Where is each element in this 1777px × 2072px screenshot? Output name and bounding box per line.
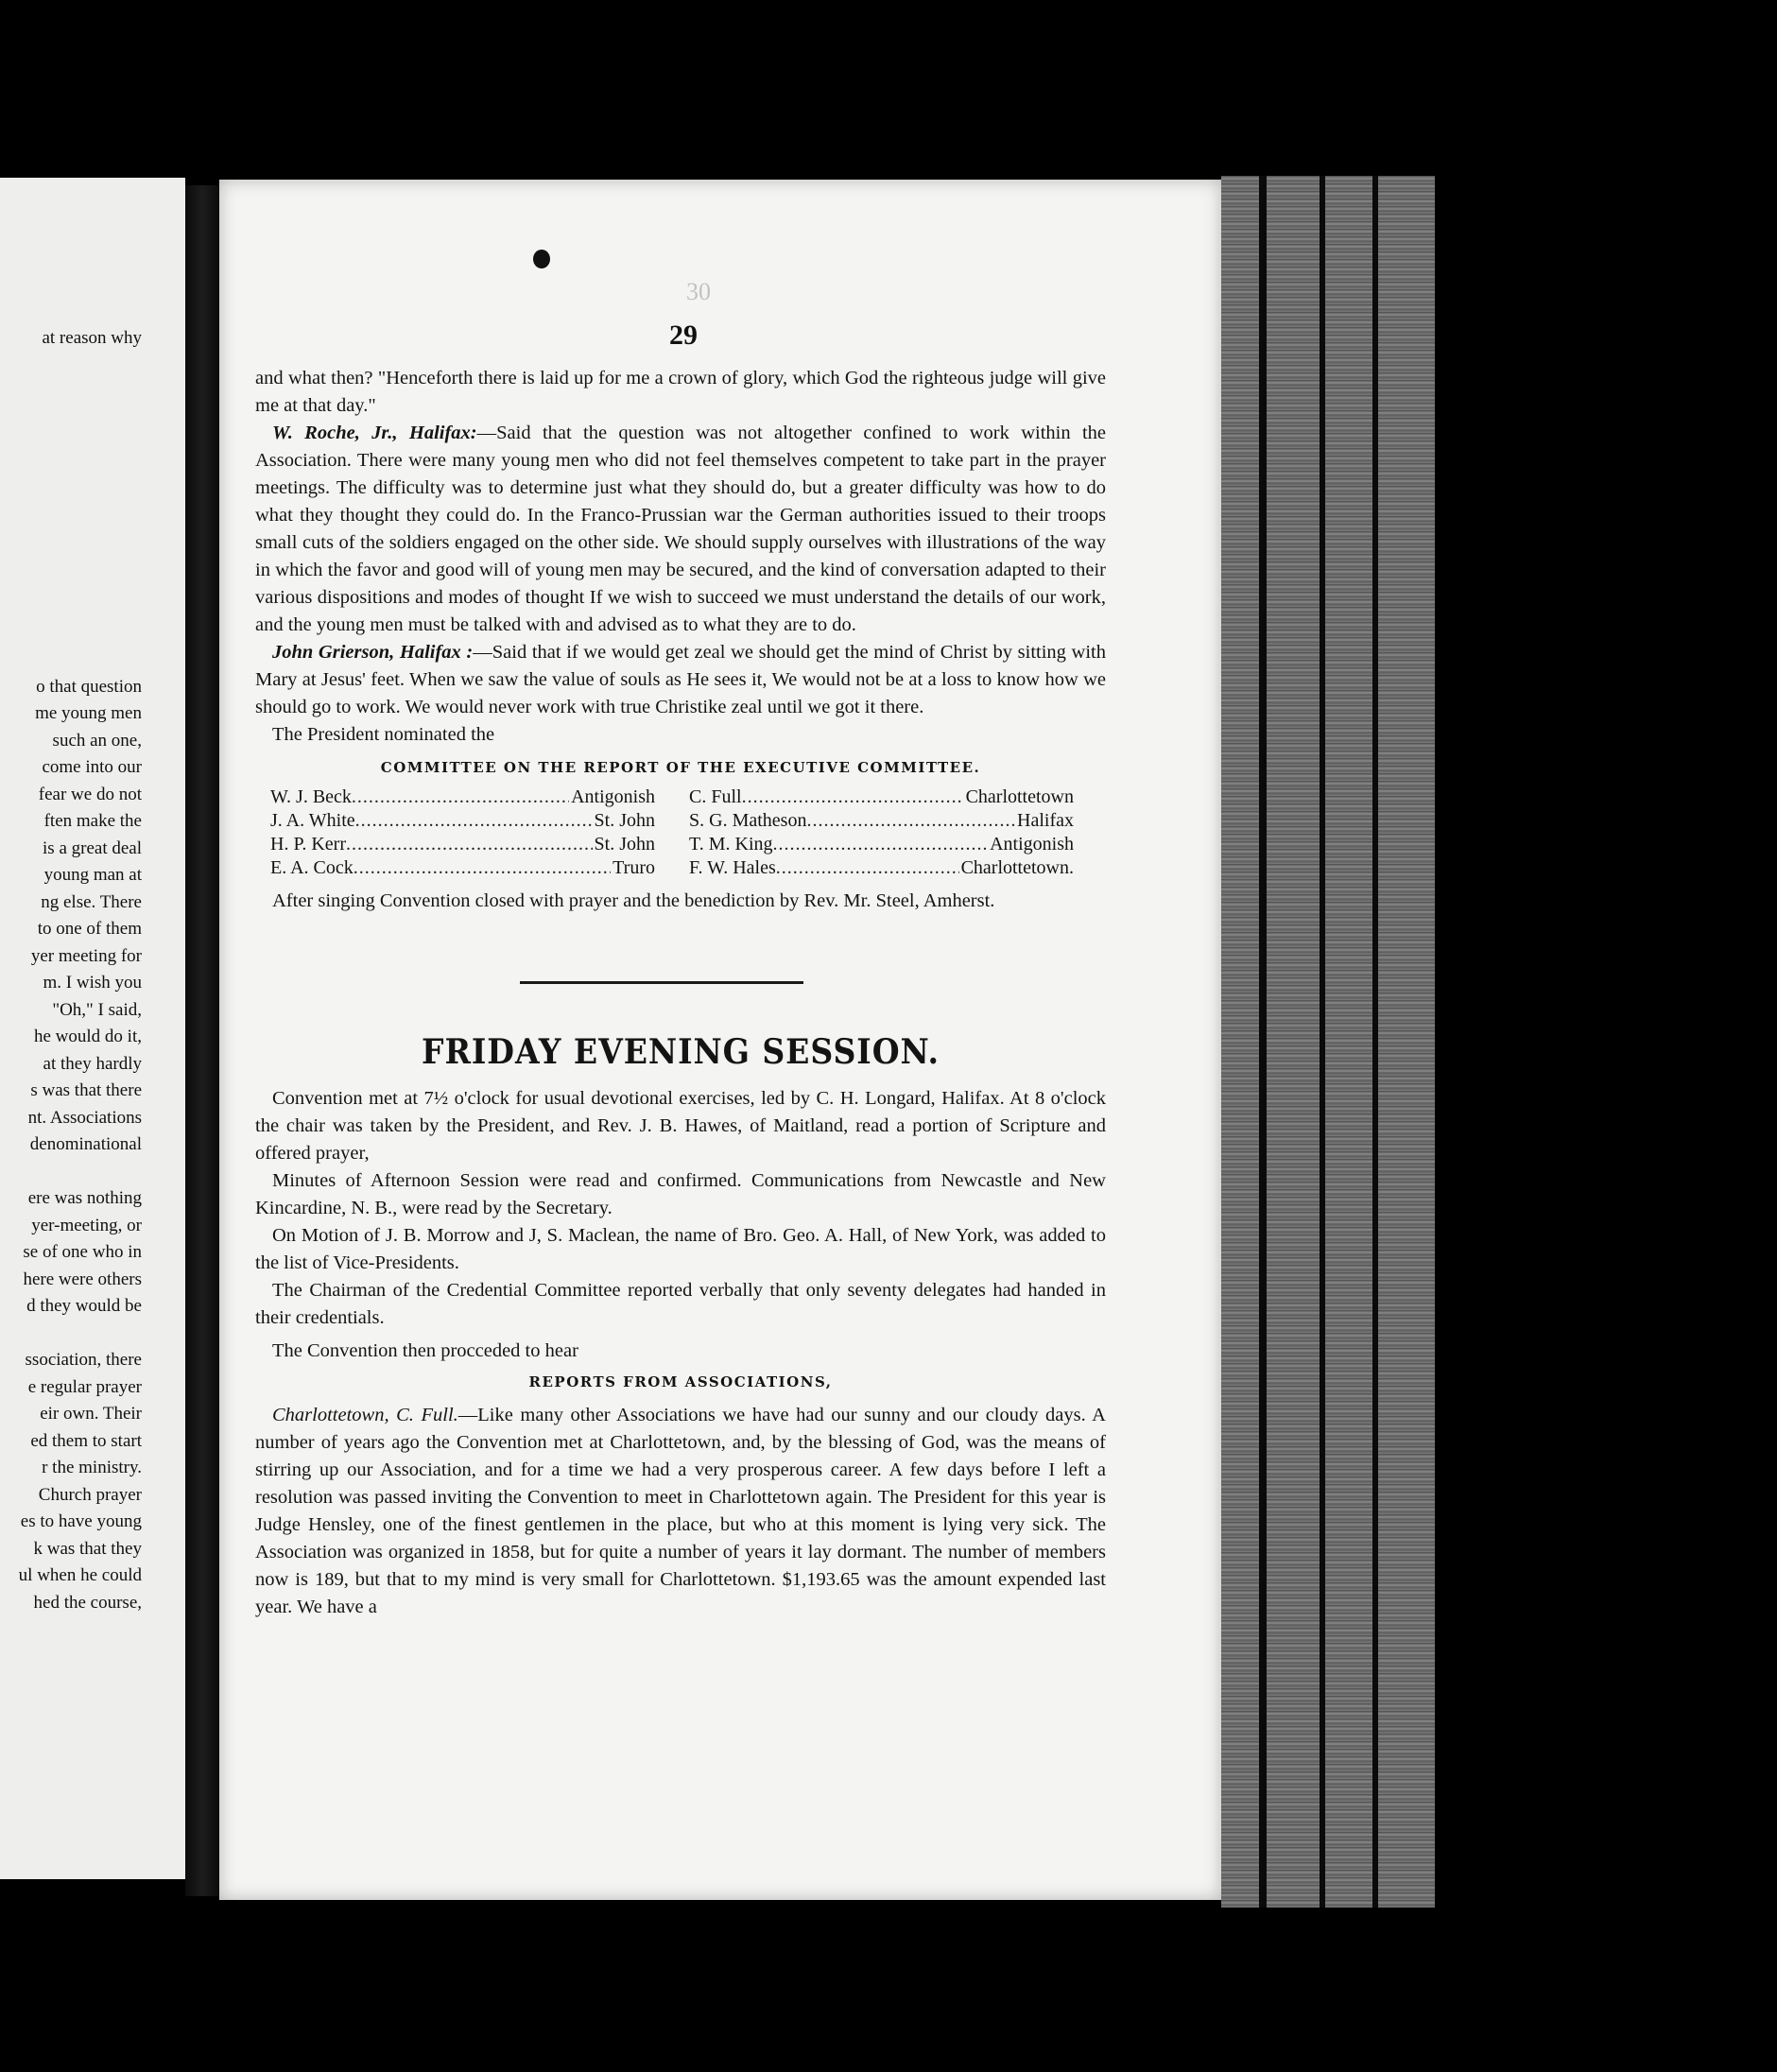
committee-member [270,833,655,856]
member-place: Antigonish [990,834,1074,855]
left-page-line: he would do it, [34,1027,142,1046]
left-page-line: fear we do not [38,784,142,804]
leader-dots [352,786,569,809]
committee-member [270,809,655,833]
book-page-edges [1221,176,1435,1908]
speaker-roche: W. Roche, Jr., Halifax: [272,423,477,443]
member-place: St. John [594,810,655,831]
member-place: Charlottetown [965,786,1074,807]
leader-dots [346,833,593,856]
member-name: W. J. Beck [270,786,352,807]
left-page-line: s was that there [30,1080,142,1100]
ink-blot [533,250,550,268]
page-content [255,365,1106,1621]
left-page-line: come into our [42,757,142,777]
charlottetown-report-text: —Like many other Associations we have had our sunny and our cloudy days. A number of years ago the Convention met at Charlottetown, and, by the blessing of God, was the means of stirring up our Association, and for a time we had a very prosperous career. A few days before I left a resolution was passed inviting the Convention to meet in Charlottetown again. The President for this year is Judge Hensley, one of the finest gentlemen in the place, but who at this moment is lying very sick. The Association was organized in 1858, but for quite a number of years it lay dormant. The number of members now is 189, but that to my mind is very small for Charlottetown. $1,193.65 was the amount expended last year. We have a [255,1405,1106,1617]
page-edge-strip [1325,176,1372,1908]
reports-heading: REPORTS FROM ASSOCIATIONS, [528,1373,833,1390]
paragraph-grierson [255,639,1106,721]
leader-dots [776,856,959,880]
left-page-line: here were others [23,1269,142,1289]
left-page-line: r the ministry. [42,1458,142,1477]
left-page-line: "Oh," I said, [52,999,142,1020]
left-page-line: ften make the [43,811,142,831]
left-page-line: at reason why [42,328,142,348]
leader-dots [773,833,989,856]
paragraph-charlottetown-report [255,1402,1106,1621]
grierson-remarks: —Said that if we would get zeal we should get the mind of Christ by sitting with Mary at Jesus' feet. When we saw the value of souls as He sees it, We would not be at a loss to know how we should go to work. We would never work with true Christike zeal until we got it there. [255,642,1107,717]
committee-member [689,809,1074,833]
left-page-line: denominational [29,1134,142,1154]
left-page-line: o that question [36,676,142,697]
leader-dots [355,809,593,833]
left-page-line: such an one, [52,730,142,751]
left-page-line: k was that they [33,1538,142,1559]
left-page-line: at they hardly [43,1053,142,1074]
member-name: C. Full [689,786,742,807]
left-page-line: e regular prayer [27,1376,142,1397]
page-edge-strip [1267,176,1320,1908]
left-page-line: eir own. Their [40,1404,142,1424]
bleed-through-page-number: 30 [686,278,711,305]
committee-member [689,833,1074,856]
left-page-line: hed the course, [33,1592,142,1613]
section-divider [520,981,803,984]
member-place: Antigonish [571,786,655,807]
left-page-line: to one of them [37,919,142,939]
roche-remarks: —Said that the question was not altogether confined to work within the Association. There were many young men who did not feel themselves competent to take part in the prayer meetings. The difficulty was to determine just what they should do, but a greater difficulty was how to do what they thought they could do. In the Franco-Prussian war the German authorities issued to their troops small cuts of the soldiers engaged on the other side. We should supply ourselves with illustrations of the way in which the favor and good will of young men may be secured, and the kind of conversation adapted to their various dispositions and modes of thought If we wish to succeed we must understand the details of our work, and the young men must be talked with and advised as to what they are to do. [255,423,1106,635]
committee-member [689,786,1074,809]
speaker-grierson: John Grierson, Halifax : [272,642,474,663]
member-place: Halifax [1017,810,1074,831]
left-page-line: nt. Associations [27,1107,142,1128]
paragraph-proceeded: The Convention then procceded to hear [272,1340,578,1361]
left-page-line: yer-meeting, or [31,1215,142,1235]
member-place: Charlottetown. [960,857,1074,878]
left-page-line: d they would be [26,1296,142,1316]
left-page-line: ssociation, there [25,1350,142,1370]
left-page-line: m. I wish you [43,973,142,993]
committee-members-list [270,786,1074,880]
page-edge-strip [1378,176,1435,1908]
left-page-line: young man at [43,865,142,885]
member-name: E. A. Cock [270,857,354,878]
page-edge-strip [1221,176,1259,1908]
committee-member [689,856,1074,880]
paragraph-minutes: Minutes of Afternoon Session were read and confirmed. Communications from Newcastle and New Kincardine, N. B., were read by the Secretary. [255,1170,1106,1218]
left-page-text [0,325,185,1616]
committee-member [270,786,655,809]
page-edge-gap [1259,176,1267,1908]
left-page-line: Church prayer [38,1484,142,1505]
member-name: F. W. Hales [689,857,776,878]
left-facing-page [0,178,185,1879]
page-number: 29 [669,319,698,351]
leader-dots [354,856,611,880]
paragraph-motion: On Motion of J. B. Morrow and J, S. Maclean, the name of Bro. Geo. A. Hall, of New York, was added to the list of Vice-Presidents. [255,1225,1106,1273]
leader-dots [806,809,1015,833]
member-name: J. A. White [270,810,355,831]
paragraph-crown-of-glory: and what then? "Henceforth there is laid up for me a crown of glory, which God the righteous judge will give me at that day." [255,368,1106,416]
left-page-line: ul when he could [18,1565,142,1585]
left-page-line: es to have young [20,1511,142,1531]
book-gutter [185,185,219,1896]
paragraph-convention-met: Convention met at 7½ o'clock for usual devotional exercises, led by C. H. Longard, Halifax. At 8 o'clock the chair was taken by the President, and Rev. J. B. Hawes, of Maitland, read a portion of Scripture and offered prayer, [255,1088,1106,1164]
member-name: S. G. Matheson [689,810,807,831]
left-page-line: ed them to start [30,1430,142,1451]
member-name: T. M. King [689,834,773,855]
member-place: Truro [612,857,655,878]
member-place: St. John [594,834,655,855]
committee-member [270,856,655,880]
left-page-line: se of one who in [23,1242,142,1262]
main-page [219,180,1221,1900]
paragraph-nomination: The President nominated the [272,724,495,745]
paragraph-roche [255,420,1106,639]
member-name: H. P. Kerr [270,834,346,855]
session-title: FRIDAY EVENING SESSION. [422,1032,940,1072]
committee-heading: COMMITTEE ON THE REPORT OF THE EXECUTIVE COMMITTEE. [380,759,981,776]
paragraph-credentials: The Chairman of the Credential Committee reported verbally that only seventy delegates had handed in their credentials. [255,1280,1106,1328]
leader-dots [742,786,964,809]
speaker-full: Charlottetown, C. Full. [272,1405,458,1425]
left-page-line: yer meeting for [30,945,142,966]
left-page-line: me young men [35,703,142,723]
paragraph-closing: After singing Convention closed with prayer and the benediction by Rev. Mr. Steel, Amherst. [272,890,995,911]
left-page-line: is a great deal [43,837,142,858]
left-page-line: ere was nothing [27,1188,142,1208]
left-page-line: ng else. There [41,891,142,912]
